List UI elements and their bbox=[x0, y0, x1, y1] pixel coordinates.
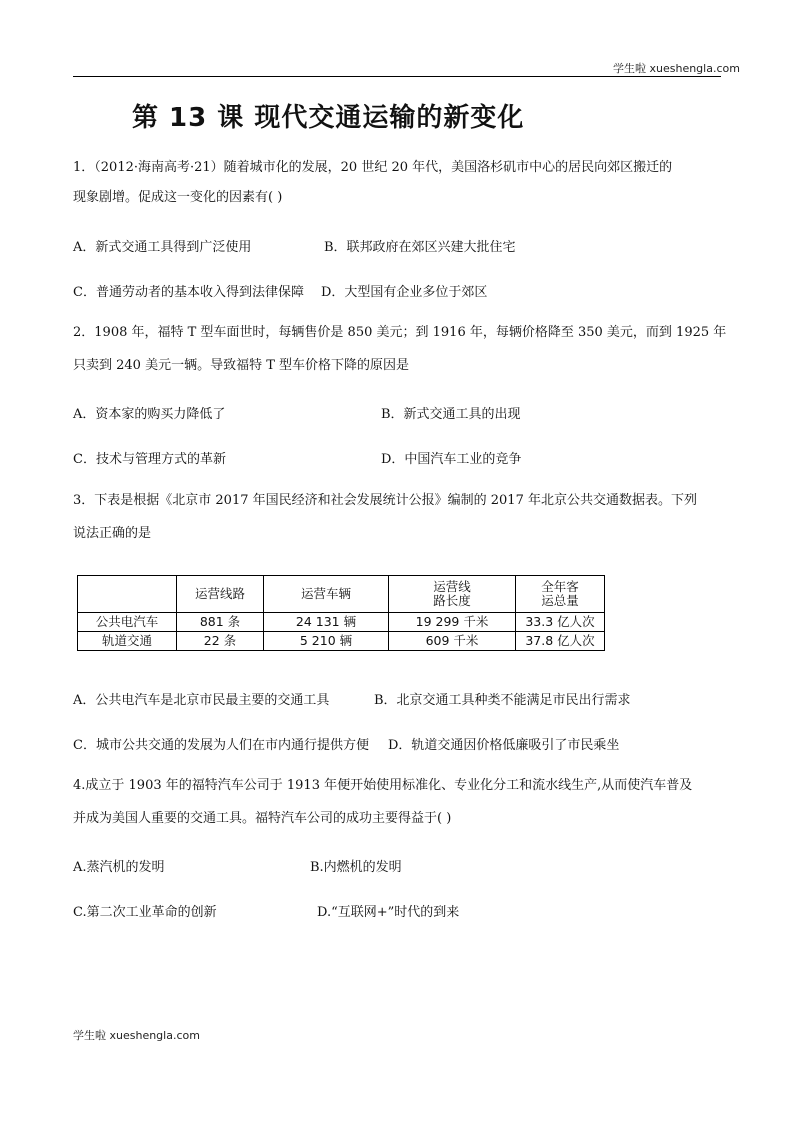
table-cell: 轨道交通 bbox=[78, 632, 177, 651]
question-4-line-2: 并成为美国人重要的交通工具。福特汽车公司的成功主要得益于( ) bbox=[73, 811, 452, 826]
table-cell: 5 210 辆 bbox=[264, 632, 389, 651]
question-3-option-c: C．城市公共交通的发展为人们在市内通行提供方便 bbox=[73, 738, 369, 753]
table-cell: 22 条 bbox=[177, 632, 264, 651]
question-4-option-a: A.蒸汽机的发明 bbox=[73, 860, 165, 875]
table-cell: 33.3 亿人次 bbox=[516, 613, 605, 632]
table-header-cell bbox=[78, 576, 177, 613]
table-cell: 19 299 千米 bbox=[389, 613, 516, 632]
question-3-line-1: 3．下表是根据《北京市 2017 年国民经济和社会发展统计公报》编制的 2017 年北京公共交通数据表。下列 bbox=[73, 493, 697, 508]
table-header-row bbox=[78, 576, 605, 613]
question-4-line-1: 4.成立于 1903 年的福特汽车公司于 1913 年便开始使用标准化、专业化分工和流水线生产,从而使汽车普及 bbox=[73, 778, 693, 793]
table-header-cell: 全年客 运总量 bbox=[516, 576, 605, 613]
page-title: 第 13 课 现代交通运输的新变化 bbox=[132, 103, 525, 133]
table-row bbox=[78, 632, 605, 651]
question-4-option-b: B.内燃机的发明 bbox=[310, 860, 402, 875]
question-2-line-1: 2．1908 年，福特 T 型车面世时，每辆售价是 850 美元；到 1916 年，每辆价格降至 350 美元，而到 1925 年 bbox=[73, 325, 727, 340]
question-3-line-2: 说法正确的是 bbox=[73, 526, 152, 541]
table-cell: 609 千米 bbox=[389, 632, 516, 651]
table-cell: 881 条 bbox=[177, 613, 264, 632]
table-cell: 24 131 辆 bbox=[264, 613, 389, 632]
question-1-option-b: B．联邦政府在郊区兴建大批住宅 bbox=[324, 240, 516, 255]
question-3-option-d: D．轨道交通因价格低廉吸引了市民乘坐 bbox=[388, 738, 620, 753]
question-3-option-b: B．北京交通工具种类不能满足市民出行需求 bbox=[374, 693, 631, 708]
header-rule bbox=[73, 76, 721, 77]
table-header-cell: 运营车辆 bbox=[264, 576, 389, 613]
question-2-option-a: A．资本家的购买力降低了 bbox=[73, 407, 226, 422]
question-2-option-c: C．技术与管理方式的革新 bbox=[73, 452, 226, 467]
footer-site: 学生啦 xueshengla.com bbox=[73, 1029, 200, 1042]
question-1-line-2: 现象剧增。促成这一变化的因素有( ) bbox=[73, 190, 283, 205]
transit-data-table bbox=[77, 575, 605, 651]
table-row bbox=[78, 613, 605, 632]
question-1-option-d: D．大型国有企业多位于郊区 bbox=[321, 285, 488, 300]
question-2-line-2: 只卖到 240 美元一辆。导致福特 T 型车价格下降的原因是 bbox=[73, 358, 410, 373]
header-site: 学生啦 xueshengla.com bbox=[613, 62, 740, 75]
question-2-option-d: D．中国汽车工业的竞争 bbox=[381, 452, 522, 467]
question-1-option-a: A．新式交通工具得到广泛使用 bbox=[73, 240, 252, 255]
question-4-option-d: D.“互联网+”时代的到来 bbox=[317, 905, 460, 920]
table-header-cell: 运营线 路长度 bbox=[389, 576, 516, 613]
table-cell: 37.8 亿人次 bbox=[516, 632, 605, 651]
table-cell: 公共电汽车 bbox=[78, 613, 177, 632]
question-4-option-c: C.第二次工业革命的创新 bbox=[73, 905, 217, 920]
question-2-option-b: B．新式交通工具的出现 bbox=[381, 407, 521, 422]
question-3-option-a: A．公共电汽车是北京市民最主要的交通工具 bbox=[73, 693, 330, 708]
question-1-option-c: C．普通劳动者的基本收入得到法律保障 bbox=[73, 285, 304, 300]
question-1-line-1: 1．（2012·海南高考·21）随着城市化的发展，20 世纪 20 年代，美国洛杉矶市中心的居民向郊区搬迁的 bbox=[73, 160, 673, 175]
table-header-cell: 运营线路 bbox=[177, 576, 264, 613]
